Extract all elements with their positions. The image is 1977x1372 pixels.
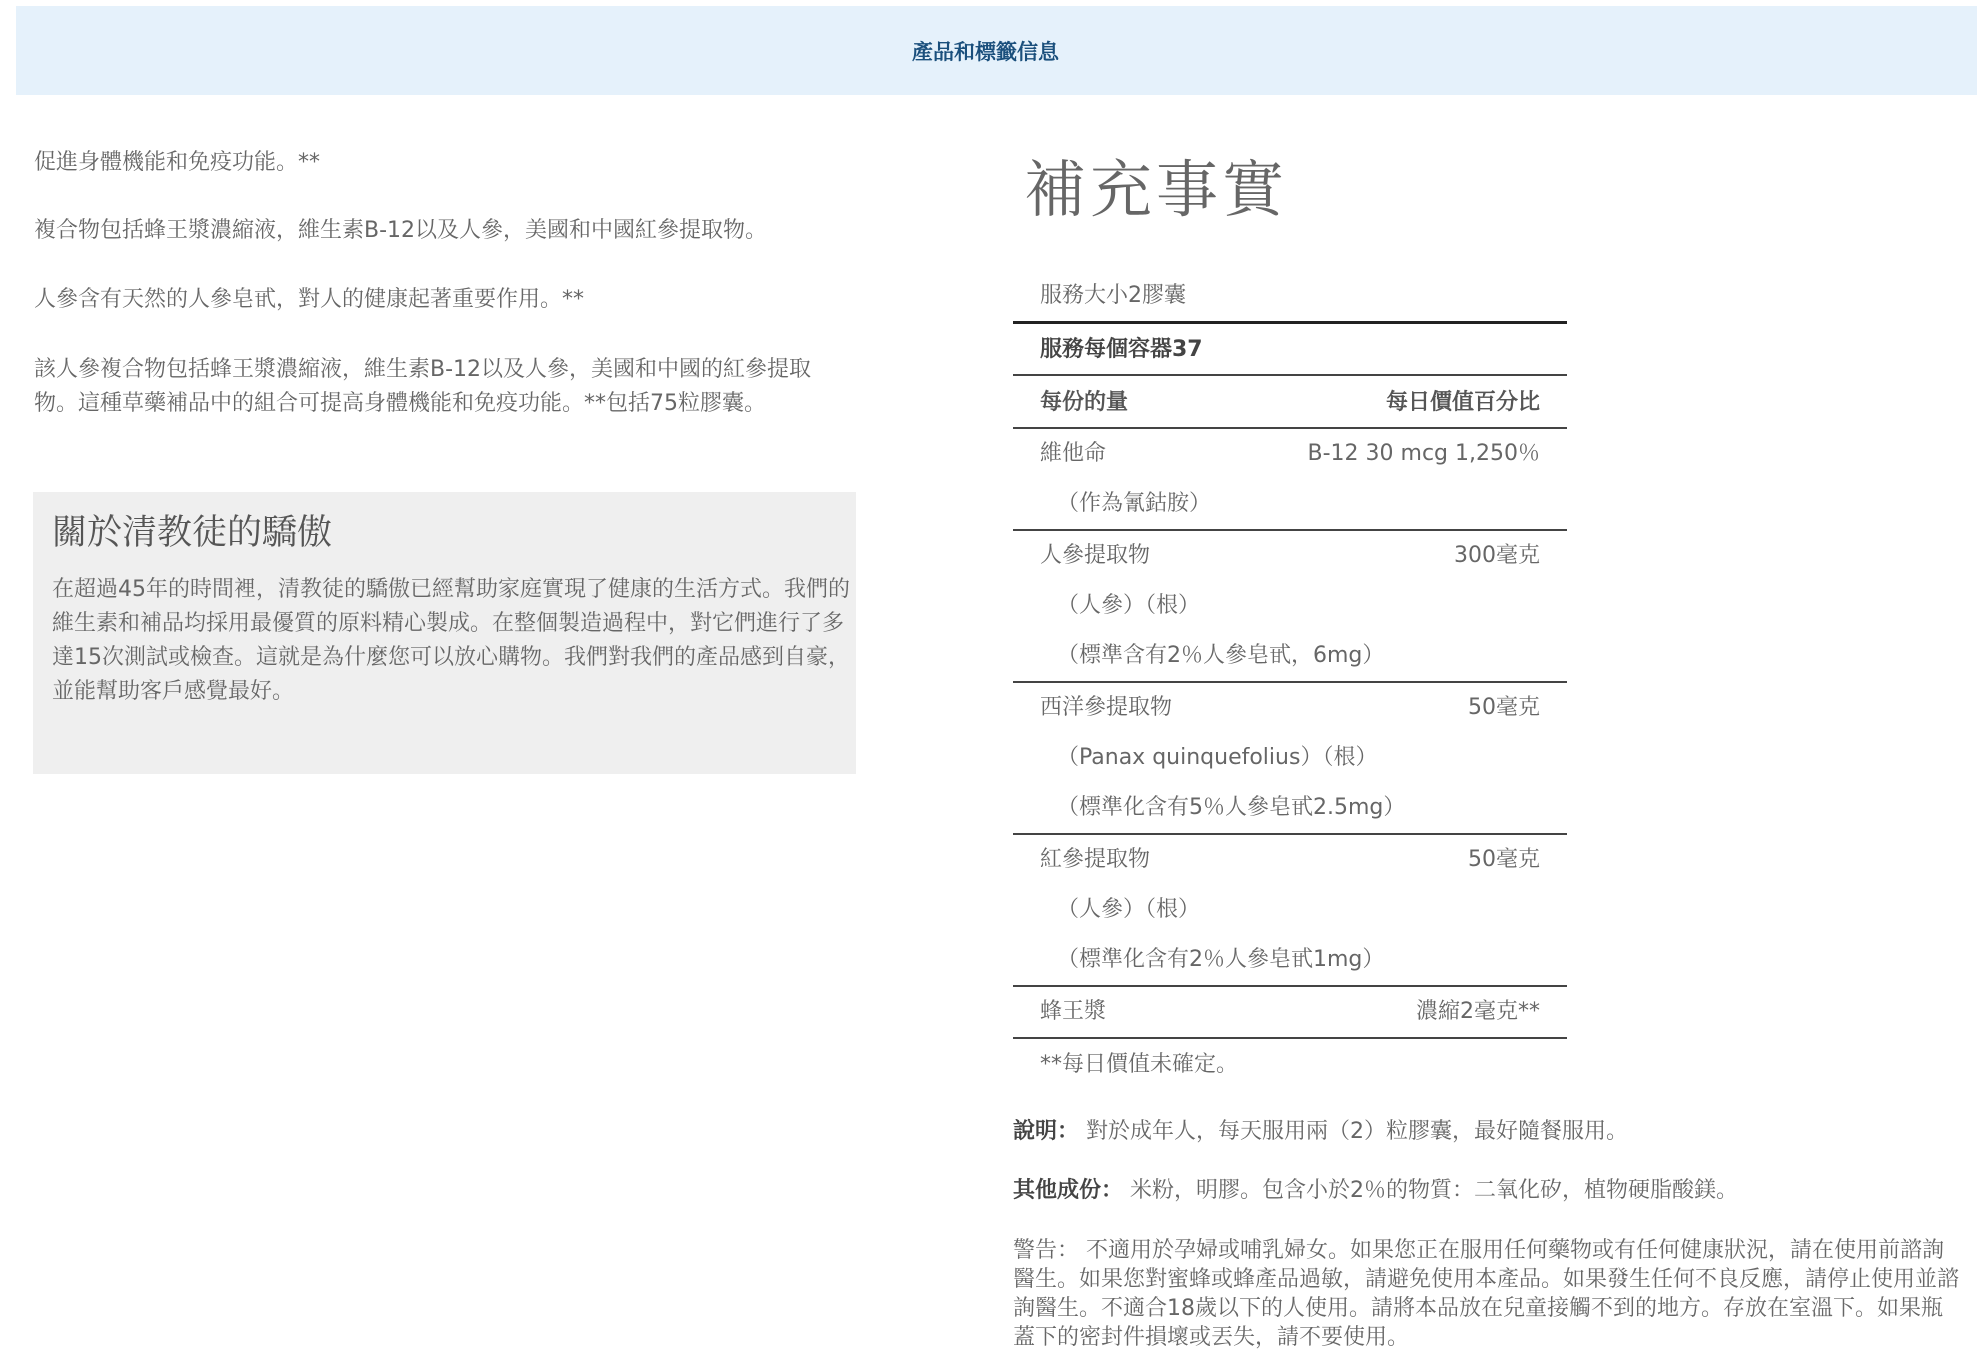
ingredient-row [1013, 531, 1567, 683]
description-paragraph: 該人參複合物包括蜂王漿濃縮液，維生素B-12以及人參，美國和中國的紅參提取物。這種草藥補品中的組合可提高身體機能和免疫功能。**包括75粒膠囊。 [34, 357, 812, 416]
ingredient-name: 紅參提取物 [1040, 847, 1151, 872]
ingredient-row [1013, 987, 1567, 1039]
daily-value-note: **每日價值未確定。 [1040, 1052, 1239, 1077]
ingredient-row [1013, 683, 1567, 835]
warning-text: 不適用於孕婦或哺乳婦女。如果您正在服用任何藥物或有任何健康狀況，請在使用前諮詢醫生。如果您對蜜蜂或蜂產品過敏，請避免使用本產品。如果發生任何不良反應，請停止使用並諮詢醫生。不適合18歲以下的人使用。請將本品放在兒童接觸不到的地方。存放在室溫下。如果瓶蓋下的密封件損壞或丟失，請不要使用。 [1013, 1238, 1960, 1350]
directions [1013, 1117, 1963, 1146]
ingredient-detail: （作為氰鈷胺） [1057, 491, 1212, 516]
warning [1013, 1236, 1963, 1352]
ingredient-detail: （人參）（根） [1057, 897, 1201, 922]
ingredient-name: 蜂王漿 [1040, 999, 1107, 1024]
serving-size: 服務大小2膠囊 [1040, 283, 1186, 308]
ingredient-detail: （標準含有2％人參皂甙，6mg） [1057, 643, 1385, 668]
other-ingredients-label: 其他成份： [1013, 1178, 1124, 1203]
servings-per-container: 服務每個容器37 [1013, 324, 1567, 376]
product-description [34, 146, 854, 455]
section-header-title[interactable]: 產品和標籤信息 [912, 39, 1059, 64]
ingredient-amount: 300毫克 [1454, 543, 1540, 568]
ingredient-amount: 50毫克 [1468, 847, 1540, 872]
ingredient-name: 維他命 [1040, 441, 1107, 466]
ingredient-detail: （標準化含有5％人參皂甙2.5mg） [1057, 795, 1406, 820]
warning-label: 警告： [1013, 1238, 1080, 1263]
other-ingredients-text: 米粉，明膠。包含小於2％的物質：二氧化矽，植物硬脂酸鎂。 [1130, 1178, 1739, 1203]
amount-per-serving-heading: 每份的量 [1040, 390, 1129, 415]
ingredient-row [1013, 835, 1567, 987]
ingredient-amount: B-12 30 mcg 1,250％ [1307, 441, 1540, 466]
description-paragraph: 複合物包括蜂王漿濃縮液，維生素B-12以及人參，美國和中國紅參提取物。 [34, 218, 768, 243]
ingredient-name: 人參提取物 [1040, 543, 1151, 568]
ingredient-detail: （標準化含有2％人參皂甙1mg） [1057, 947, 1385, 972]
ingredient-row [1013, 429, 1567, 531]
ingredient-amount: 濃縮2毫克** [1416, 999, 1540, 1024]
ingredient-detail: （Panax quinquefolius）（根） [1057, 745, 1378, 770]
directions-label: 說明： [1013, 1119, 1080, 1144]
description-paragraph: 人參含有天然的人參皂甙，對人的健康起著重要作用。** [34, 287, 585, 312]
directions-text: 對於成年人，每天服用兩（2）粒膠囊，最好隨餐服用。 [1086, 1119, 1629, 1144]
facts-header-row [1013, 376, 1567, 429]
about-brand-box [33, 492, 856, 774]
facts-title: 補充事實 [1024, 153, 1289, 226]
other-ingredients [1013, 1176, 1963, 1205]
ingredient-amount: 50毫克 [1468, 695, 1540, 720]
description-paragraph: 促進身體機能和免疫功能。** [34, 150, 321, 175]
facts-table [1013, 271, 1567, 1091]
about-text: 在超過45年的時間裡，清教徒的驕傲已經幫助家庭實現了健康的生活方式。我們的維生素和補品均採用最優質的原料精心製成。在整個製造過程中，對它們進行了多達15次測試或檢查。這就是為什麼您可以放心購物。我們對我們的產品感到自豪，並能幫助客戶感覺最好。 [52, 577, 850, 704]
section-header[interactable] [16, 6, 1977, 95]
about-title: 關於清教徒的驕傲 [52, 513, 333, 553]
ingredient-name: 西洋參提取物 [1040, 695, 1173, 720]
ingredient-detail: （人參）（根） [1057, 593, 1201, 618]
daily-value-heading: 每日價值百分比 [1385, 390, 1540, 415]
